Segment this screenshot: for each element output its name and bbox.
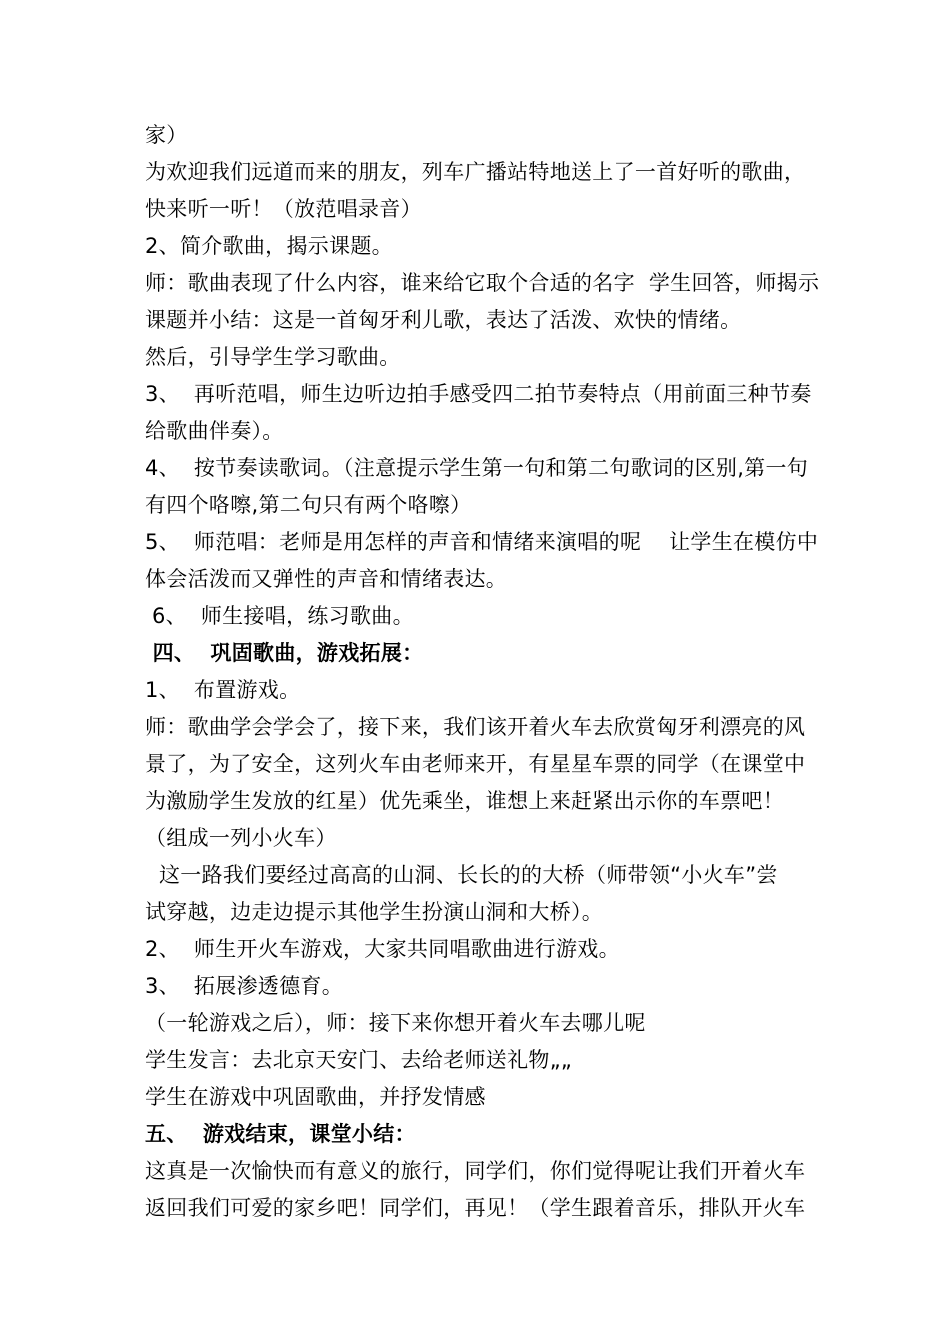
text-line: （组成一列小火车） — [145, 826, 337, 850]
text-line: （一轮游戏之后），师：接下来你想开着火车去哪儿呢 — [145, 1011, 646, 1035]
text-line: 2、 师生开火车游戏，大家共同唱歌曲进行游戏。 — [145, 937, 620, 961]
text-line: 然后，引导学生学习歌曲。 — [145, 345, 401, 369]
text-line: 4、 按节奏读歌词。（注意提示学生第一句和第二句歌词的区别,第一句 — [145, 456, 809, 480]
text-line: 师：歌曲表现了什么内容，谁来给它取个合适的名字 学生回答，师揭示 — [145, 271, 820, 295]
text-line: 为欢迎我们远道而来的朋友，列车广播站特地送上了一首好听的歌曲， — [145, 160, 806, 184]
text-line: 体会活泼而又弹性的声音和情绪表达。 — [145, 567, 508, 591]
section-heading: 五、 游戏结束，课堂小结： — [145, 1122, 416, 1146]
text-line: 这真是一次愉快而有意义的旅行，同学们，你们觉得呢让我们开着火车 — [145, 1159, 806, 1183]
text-line: 快来听一听！（放范唱录音） — [145, 197, 422, 221]
text-line: 这一路我们要经过高高的山洞、长长的的大桥（师带领“小火车”尝 — [145, 863, 778, 887]
section-heading: 四、 巩固歌曲，游戏拓展： — [145, 641, 424, 665]
text-line: 试穿越，边走边提示其他学生扮演山洞和大桥）。 — [145, 900, 604, 924]
text-line: 6、 师生接唱，练习歌曲。 — [145, 604, 414, 628]
text-line: 景了，为了安全，这列火车由老师来开，有星星车票的同学（在课堂中 — [145, 752, 806, 776]
text-line: 课题并小结：这是一首匈牙利儿歌，表达了活泼、欢快的情绪。 — [145, 308, 742, 332]
text-line: 返回我们可爱的家乡吧！同学们，再见！（学生跟着音乐，排队开火车 — [145, 1196, 806, 1220]
text-line: 3、 拓展渗透德育。 — [145, 974, 344, 998]
text-line: 有四个咯嚓,第二句只有两个咯嚓） — [145, 493, 472, 517]
text-line: 5、 师范唱：老师是用怎样的声音和情绪来演唱的呢 让学生在模仿中 — [145, 530, 819, 554]
text-line: 2、简介歌曲，揭示课题。 — [145, 234, 393, 258]
text-line: 为激励学生发放的红星）优先乘坐，谁想上来赶紧出示你的车票吧！ — [145, 789, 784, 813]
text-line: 1、 布置游戏。 — [145, 678, 301, 702]
text-line: 学生发言：去北京天安门、去给老师送礼物„„ — [145, 1048, 573, 1072]
text-line: 师：歌曲学会学会了，接下来，我们该开着火车去欣赏匈牙利漂亮的风 — [145, 715, 806, 739]
text-line: 3、 再听范唱，师生边听边拍手感受四二拍节奏特点（用前面三种节奏 — [145, 382, 812, 406]
text-line: 学生在游戏中巩固歌曲，并抒发情感 — [145, 1085, 486, 1109]
text-line: 给歌曲伴奏）。 — [145, 419, 284, 443]
text-line: 家） — [145, 123, 188, 147]
